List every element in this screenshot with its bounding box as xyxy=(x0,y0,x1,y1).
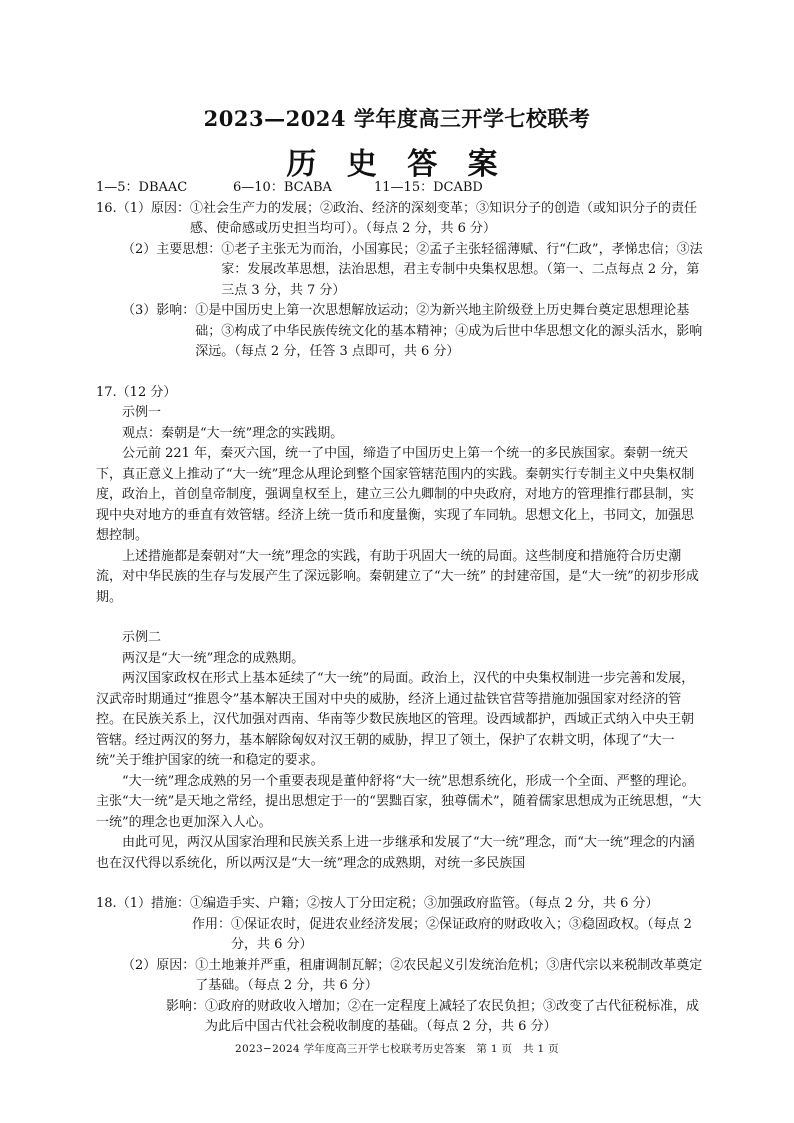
q16-part1 xyxy=(96,199,706,240)
spacer xyxy=(96,608,706,628)
exam-title: 2023—2024 学年度高三开学七校联考 xyxy=(203,106,591,131)
q17-example2-paragraph1: 两汉国家政权在形式上基本延续了“大一统”的局面。政治上，汉代的中央集权制进一步完善和发展，汉武帝时期通过“推恩令”基本解决王国对中央的威胁，经济上通过盐铁官营等措施加强国家对经济的管控。在民族关系上，汉代加强对西南、华南等少数民族地区的管理。设西域都护，西域正式纳入中央王朝管辖。经过两汉的努力，基本解除匈奴对汉王朝的威胁，捍卫了领土，保护了农耕文明，体现了“大一统”关于维护国家的统一和稳定的要求。 xyxy=(96,671,695,768)
answer-heading: 历 史 答 案 xyxy=(286,147,508,182)
mc-group-3: 11—15：DCABD xyxy=(374,180,483,195)
q18-part2-effect-label: 影响： xyxy=(166,998,206,1014)
multiple-choice-answers xyxy=(96,178,706,199)
q17-example2-title: 示例二 xyxy=(122,630,162,645)
q16-part2-label: （2）主要思想： xyxy=(122,241,222,257)
q18-number: 18. xyxy=(96,896,117,911)
q16-part3-text: ①是中国历史上第一次思想解放运动；②为新兴地主阶级登上历史舞台奠定思想理论基础；③构成了中华民族传统文化的基本精神；④成为后世中华思想文化的源头活水，影响深远。（每点 2 分，任答 3 点即可，共 6 分） xyxy=(195,303,703,359)
q16-number: 16. xyxy=(96,200,117,216)
q18-part2-effect xyxy=(96,997,706,1038)
mc-group-1: 1—5：DBAAC xyxy=(96,180,188,195)
q17-number: 17.（12 分） xyxy=(96,384,177,400)
spacer xyxy=(96,874,706,894)
q18-part2-effect-text: ①政府的财政收入增加；②在一定程度上减轻了农民负担；③改变了古代征税标准，成为此后中国古代社会税收制度的基础。（每点 2 分，共 6 分） xyxy=(205,998,700,1034)
q18-part1-effect-label: 作用： xyxy=(192,916,232,932)
page-footer: 2023−2024 学年度高三开学七校联考历史答案 第 1 页 共 1 页 xyxy=(235,1043,559,1055)
mc-group-2: 6—10：BCABA xyxy=(233,180,332,195)
spacer xyxy=(96,363,706,383)
q17-example2-view: 两汉是“大一统”理念的成熟期。 xyxy=(122,650,305,666)
q18-part1-text: ①编造手实、户籍；②按人丁分田定税；③加强政府监管。（每点 2 分，共 6 分） xyxy=(189,896,659,911)
q18-part1-effect xyxy=(96,915,706,956)
q17-example2-paragraph3: 由此可见，两汉从国家治理和民族关系上进一步继承和发展了“大一统”理念，而“大一统”理念的内涵也在汉代得以系统化，所以两汉是“大一统”理念的成熟期，对统一多民族国 xyxy=(96,835,695,871)
q16-part2 xyxy=(96,240,706,302)
q16-part2-text: ①老子主张无为而治，小国寡民；②孟子主张轻徭薄赋、行“仁政”，孝悌忠信；③法家：发展改革思想，法治思想，君主专制中央集权思想。（第一、二点每点 2 分，第三点 3 分，共 7 分） xyxy=(221,241,703,298)
q18-part2-label: （2）原因： xyxy=(122,957,196,973)
q18-part1 xyxy=(96,894,706,915)
q18-part1-effect-text: ①保证农时，促进农业经济发展；②保证政府的财政收入；③稳固政权。（每点 2 分，共 6 分） xyxy=(231,916,692,952)
answer-body xyxy=(96,178,706,1038)
q17-example1-title: 示例一 xyxy=(122,405,162,420)
q17-example1-view: 观点：秦朝是“大一统”理念的实践期。 xyxy=(122,425,344,441)
q16-part1-text: ①社会生产力的发展；②政治、经济的深刻变革；③知识分子的创造（或知识分子的责任感、使命感或历史担当均可）。（每点 2 分，共 6 分） xyxy=(189,200,697,236)
q17-example1-paragraph2: 上述措施都是秦朝对“大一统”理念的实践，有助于巩固大一统的局面。这些制度和措施符合历史潮流，对中华民族的生存与发展产生了深远影响。秦朝建立了“大一统” 的封建帝国，是“大一统”的初步形成期。 xyxy=(96,548,699,605)
q17-example1-paragraph1: 公元前 221 年，秦灭六国，统一了中国，缔造了中国历史上第一个统一的多民族国家。秦朝一统天下，真正意义上推动了“大一统”理念从理论到整个国家管辖范围内的实践。秦朝实行专制主义中央集权制度，政治上，首创皇帝制度，强调皇权至上，建立三公九卿制的中央政府，对地方的管理推行郡县制，实现中央对地方的垂直有效管辖。经济上统一货币和度量衡，实现了车同轨。思想文化上，书同文，加强思想控制。 xyxy=(96,446,695,543)
q17-example2-paragraph2: “大一统”理念成熟的另一个重要表现是董仲舒将“大一统”思想系统化，形成一个全面、严整的理论。主张“大一统”是天地之常经，提出思想定于一的“罢黜百家，独尊儒术”，随着儒家思想成为正统思想，“大一统”的理念也更加深入人心。 xyxy=(96,773,702,830)
q18-part2-text: ①土地兼并严重，租庸调制瓦解；②农民起义引发统治危机；③唐代宗以来税制改革奠定了基础。（每点 2 分，共 6 分） xyxy=(195,957,703,993)
q18-part2 xyxy=(96,956,706,997)
q18-part1-label: （1）措施： xyxy=(116,896,190,911)
q16-part1-label: （1）原因： xyxy=(116,200,190,216)
q16-part3-label: （3）影响： xyxy=(122,303,196,318)
q16-part3 xyxy=(96,301,706,363)
